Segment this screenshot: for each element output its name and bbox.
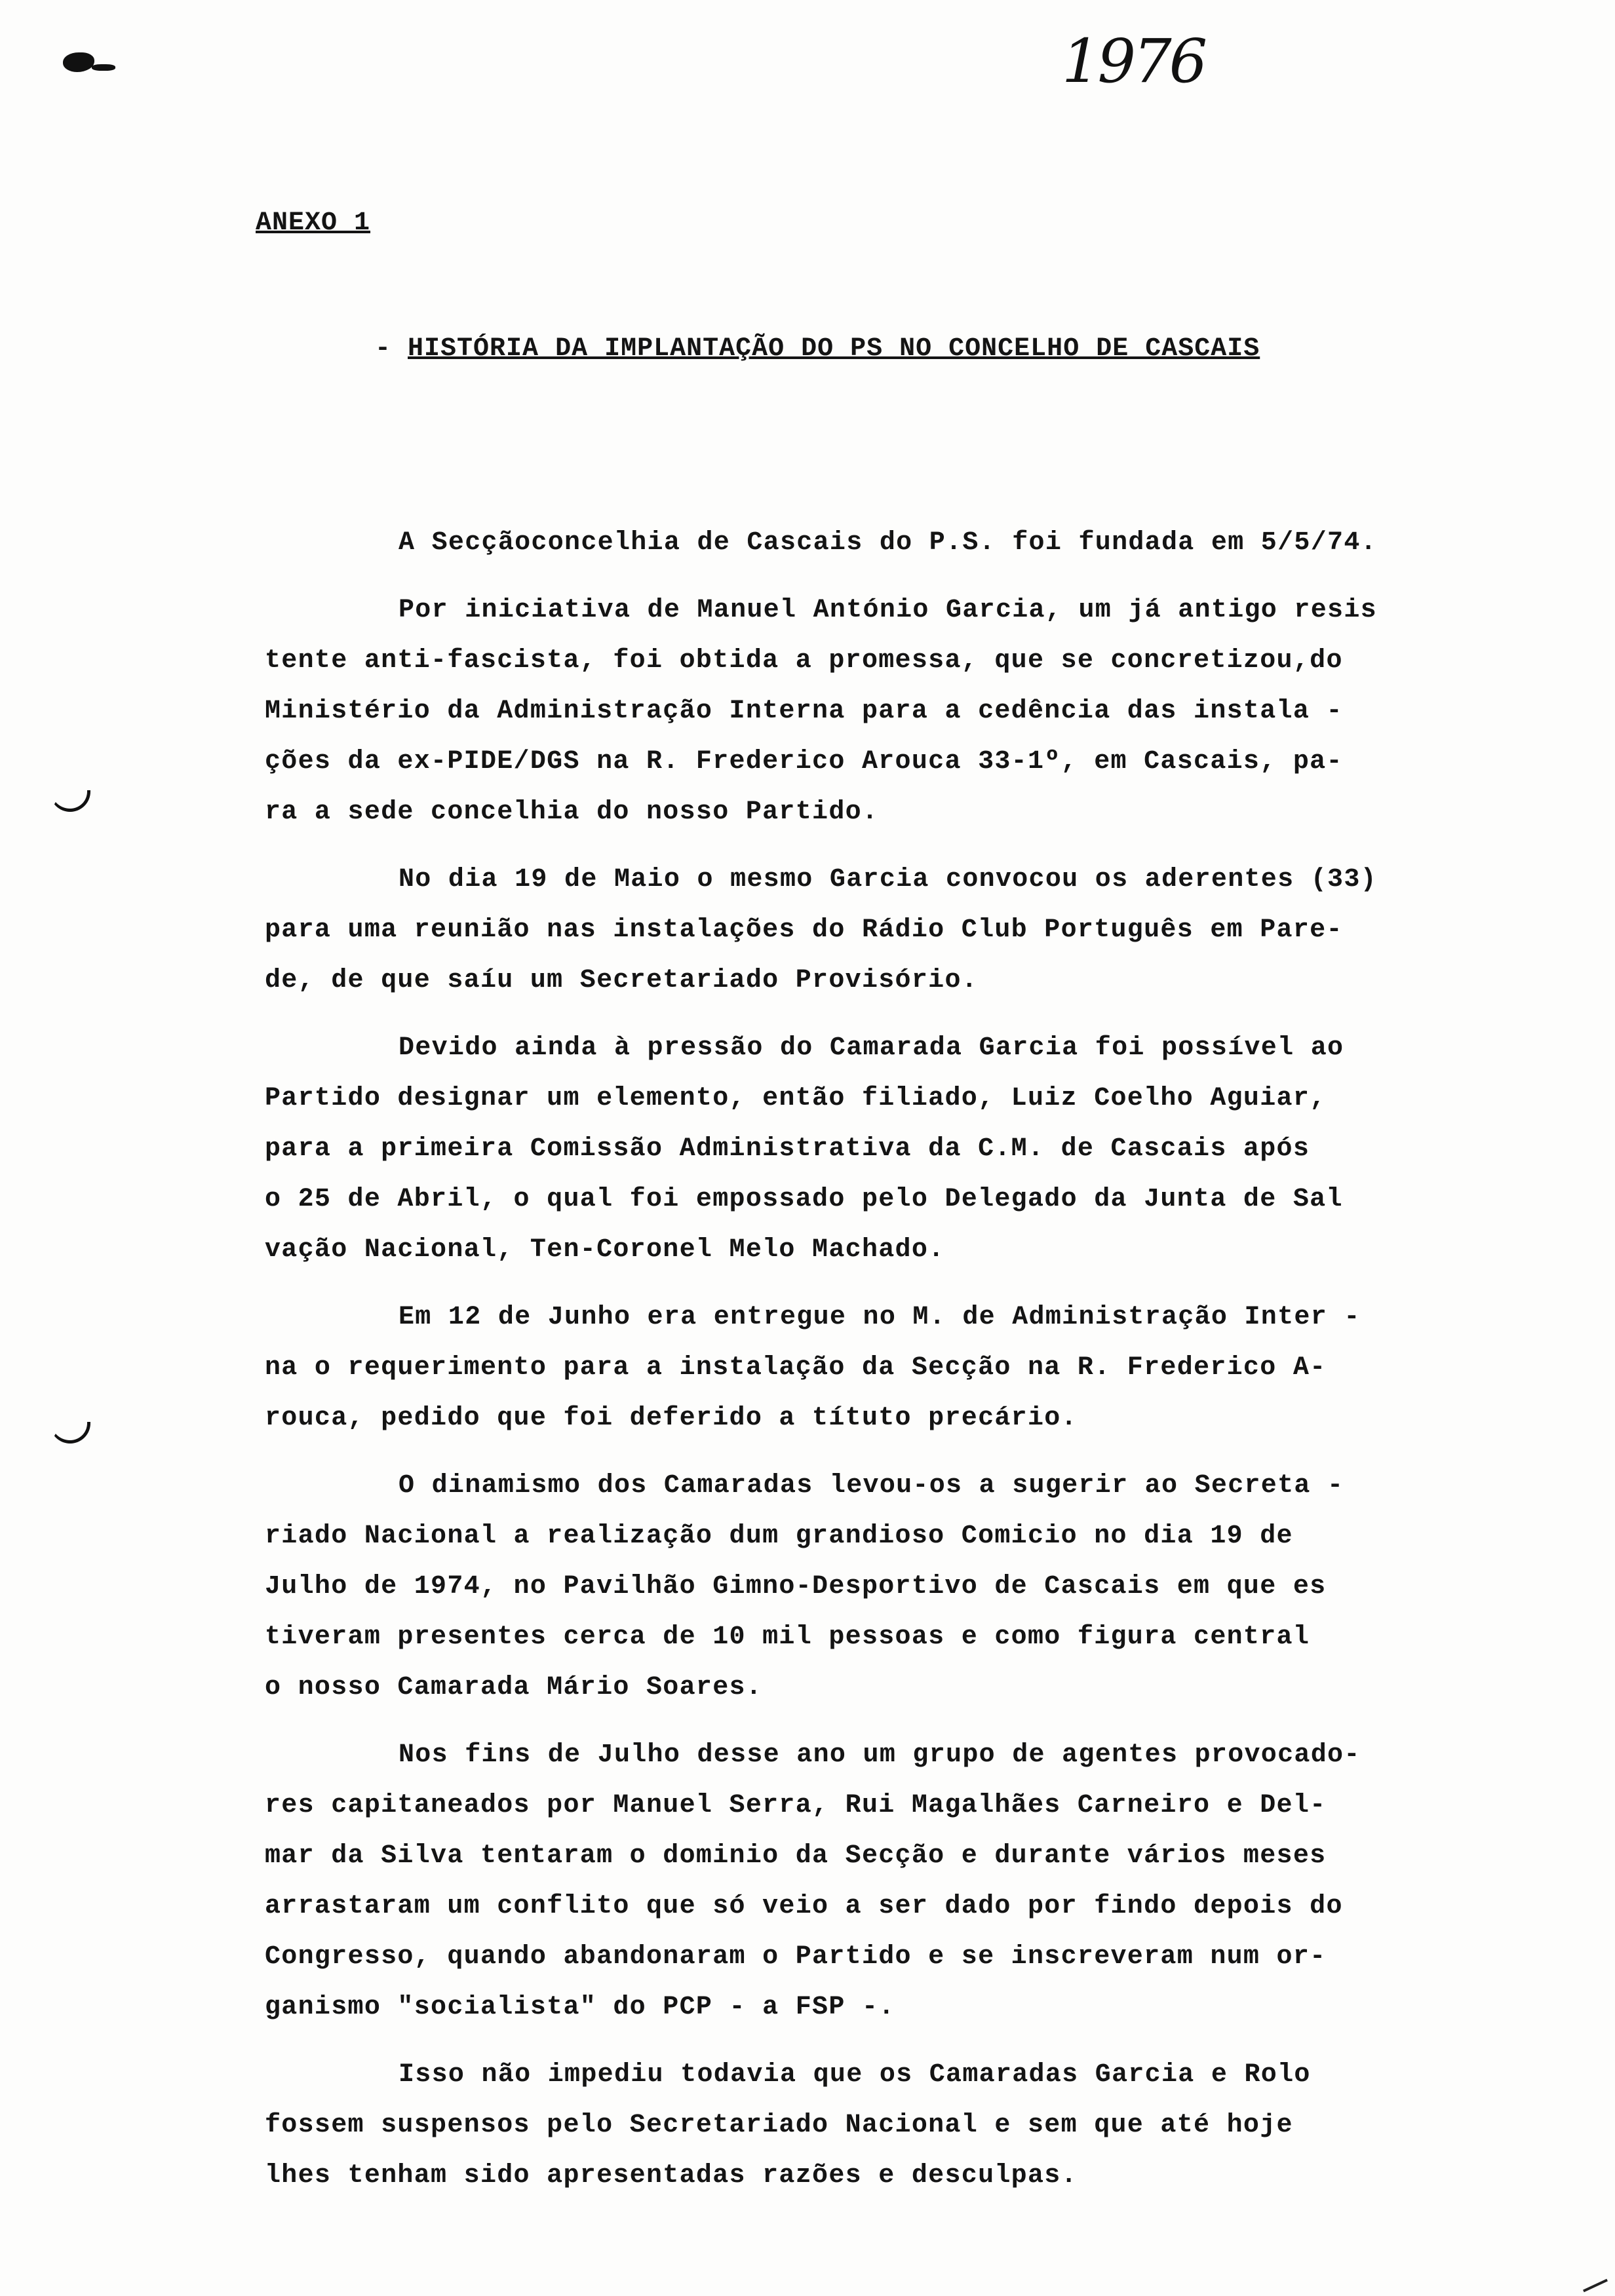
text-line: para a primeira Comissão Administrativa da C.M. de Cascais após xyxy=(265,1134,1310,1164)
text-line: o nosso Camarada Mário Soares. xyxy=(265,1673,763,1702)
title-dash: - xyxy=(375,334,392,364)
text-line: na o requerimento para a instalação da Secção na R. Frederico A- xyxy=(265,1353,1327,1383)
document-title xyxy=(375,334,1260,364)
text-line: para uma reunião nas instalações do Rádio Club Português em Pare- xyxy=(265,915,1343,945)
text-line: res capitaneados por Manuel Serra, Rui Magalhães Carneiro e Del- xyxy=(265,1791,1327,1820)
paragraph xyxy=(265,2050,1576,2201)
ink-blot-tail xyxy=(92,64,115,71)
paragraph xyxy=(265,585,1576,837)
text-line: ções da ex-PIDE/DGS na R. Frederico Arouca 33-1º, em Cascais, pa- xyxy=(265,747,1343,776)
text-line: rouca, pedido que foi deferido a títuto precário. xyxy=(265,1404,1078,1433)
text-line: Em 12 de Junho era entregue no M. de Administração Inter - xyxy=(399,1303,1361,1332)
paragraph xyxy=(265,854,1576,1006)
paragraph xyxy=(265,1730,1576,2033)
paragraph xyxy=(265,518,1576,568)
text-line: Isso não impediu todavia que os Camaradas Garcia e Rolo xyxy=(399,2060,1311,2090)
paragraph xyxy=(265,1292,1576,1444)
text-line: O dinamismo dos Camaradas levou-os a sugerir ao Secreta - xyxy=(399,1471,1344,1501)
text-line: Devido ainda à pressão do Camarada Garcia foi possível ao xyxy=(399,1033,1344,1063)
text-line: Congresso, quando abandonaram o Partido e se inscreveram num or- xyxy=(265,1942,1327,1972)
page-corner-mark xyxy=(1583,2279,1608,2293)
text-line: mar da Silva tentaram o dominio da Secção e durante vários meses xyxy=(265,1841,1327,1871)
text-line: de, de que saíu um Secretariado Provisório. xyxy=(265,966,979,995)
text-line: A Secçãoconcelhia de Cascais do P.S. foi fundada em 5/5/74. xyxy=(399,528,1377,558)
annex-label: ANEXO 1 xyxy=(256,208,371,238)
text-line: Ministério da Administração Interna para a cedência das instala - xyxy=(265,697,1343,726)
title-text: HISTÓRIA DA IMPLANTAÇÃO DO PS NO CONCELHO DE CASCAIS xyxy=(408,334,1260,364)
document-body xyxy=(265,518,1576,2218)
text-line: arrastaram um conflito que só veio a ser dado por findo depois do xyxy=(265,1892,1343,1921)
text-line: Partido designar um elemento, então filiado, Luiz Coelho Aguiar, xyxy=(265,1084,1327,1113)
text-line: lhes tenham sido apresentadas razões e desculpas. xyxy=(265,2161,1078,2191)
paragraph xyxy=(265,1023,1576,1275)
text-line: o 25 de Abril, o qual foi empossado pelo Delegado da Junta de Sal xyxy=(265,1185,1343,1214)
text-line: Julho de 1974, no Pavilhão Gimno-Desportivo de Cascais em que es xyxy=(265,1572,1327,1601)
handwritten-year: 1976 xyxy=(1062,26,1205,96)
text-line: No dia 19 de Maio o mesmo Garcia convocou os aderentes (33) xyxy=(399,865,1377,894)
ink-blot-mark xyxy=(63,52,94,72)
punch-hole-mark-upper xyxy=(50,790,90,812)
text-line: vação Nacional, Ten-Coronel Melo Machado. xyxy=(265,1235,945,1265)
text-line: ganismo "socialista" do PCP - a FSP -. xyxy=(265,1993,895,2022)
paragraph xyxy=(265,1461,1576,1713)
text-line: Por iniciativa de Manuel António Garcia, um já antigo resis xyxy=(399,596,1377,625)
text-line: tiveram presentes cerca de 10 mil pessoas e como figura central xyxy=(265,1622,1310,1652)
punch-hole-mark-lower xyxy=(50,1422,90,1444)
text-line: riado Nacional a realização dum grandioso Comicio no dia 19 de xyxy=(265,1521,1293,1551)
text-line: tente anti-fascista, foi obtida a promessa, que se concretizou,do xyxy=(265,646,1343,676)
text-line: fossem suspensos pelo Secretariado Nacional e sem que até hoje xyxy=(265,2111,1293,2140)
text-line: ra a sede concelhia do nosso Partido. xyxy=(265,797,879,827)
text-line: Nos fins de Julho desse ano um grupo de agentes provocado- xyxy=(399,1740,1361,1770)
